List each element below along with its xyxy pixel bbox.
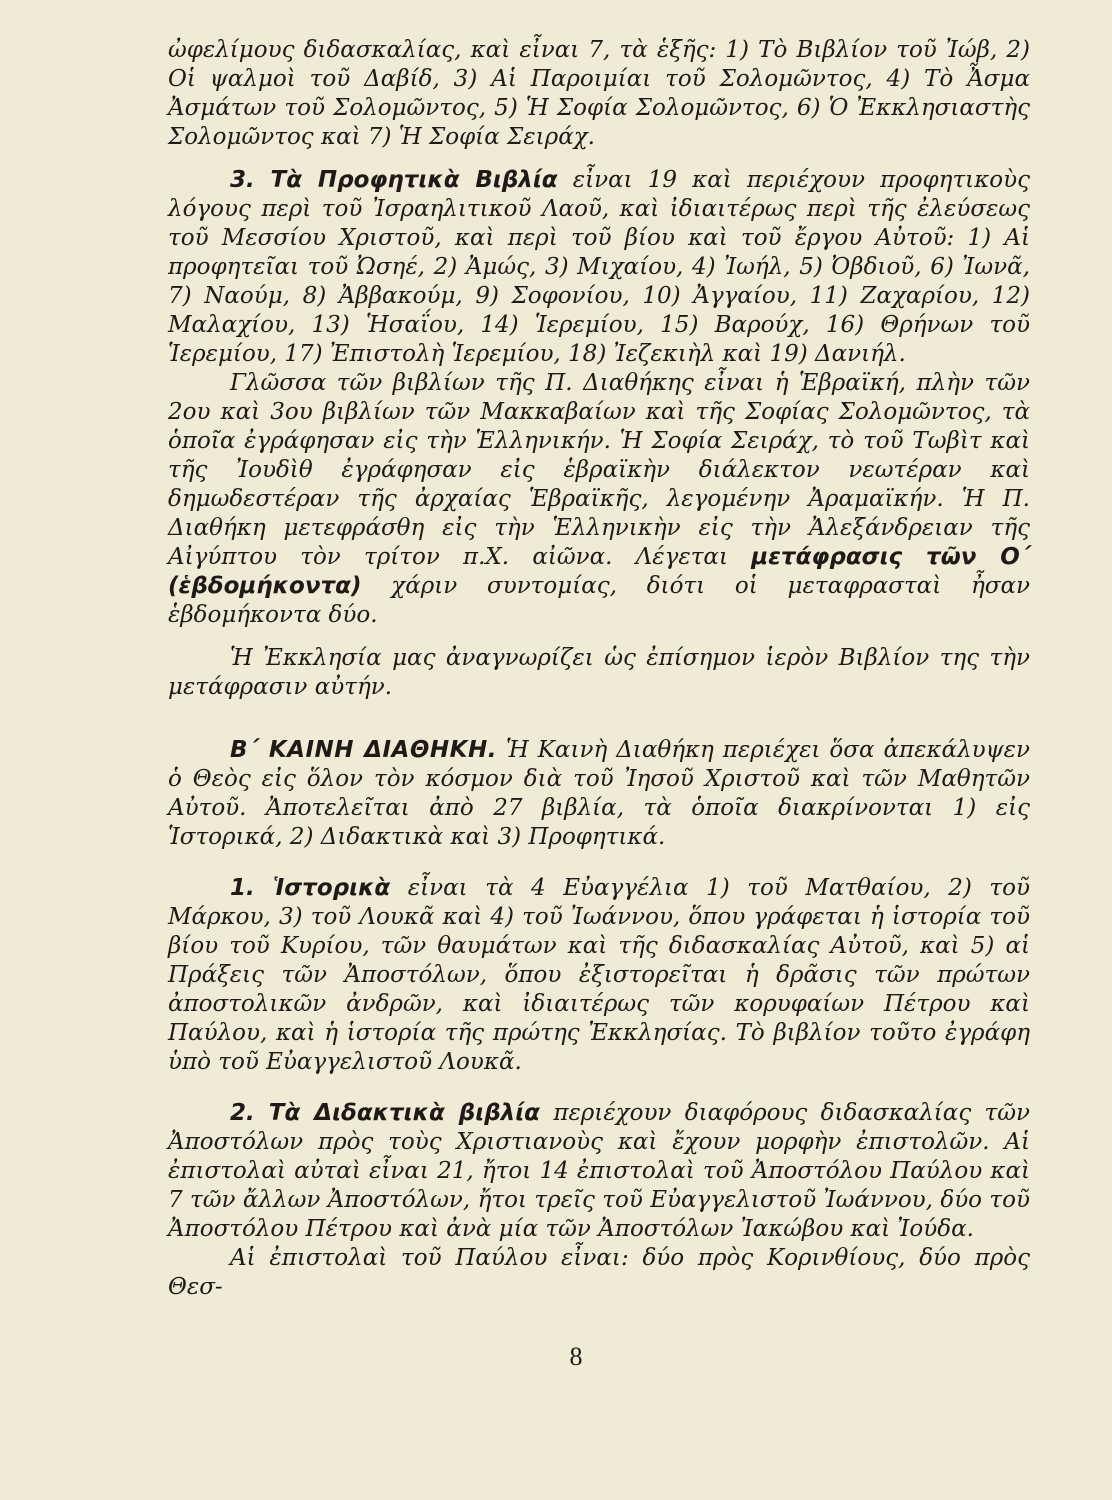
body-text (168, 36, 1030, 1302)
paragraph-pauline-epistles (168, 1244, 1030, 1302)
page-number: 8 (569, 1342, 583, 1371)
new-testament-heading: Β΄ ΚΑΙΝΗ ΔΙΑΘΗΚΗ. (230, 737, 497, 763)
paragraph-poetic-books (168, 36, 1030, 152)
didactic-books-text: περιέχουν διαφόρους διδασκαλίας τῶν Ἀποστόλων πρὸς τοὺς Χριστιανοὺς καὶ ἔχουν μορφὴν ἐπιστολῶν. Αἱ ἐπιστολαὶ αὐταὶ εἶναι 21, ἤτοι 14 ἐπιστολαὶ τοῦ Ἀποστόλου Παύλου καὶ 7 τῶν ἄλλων Ἀποστόλων, ἤτοι τρεῖς τοῦ Εὐαγγελιστοῦ Ἰωάννου, δύο τοῦ Ἀποστόλου Πέτρου καὶ ἀνὰ μία τῶν Ἀποστόλων Ἰακώβου καὶ Ἰούδα. (168, 1100, 1030, 1242)
didactic-books-heading: 2. Τὰ Διδακτικὰ βιβλία (230, 1100, 540, 1126)
paragraph-didactic-books (168, 1099, 1030, 1244)
paragraph-new-testament (168, 736, 1030, 852)
pauline-epistles-text: Αἱ ἐπιστολαὶ τοῦ Παύλου εἶναι: δύο πρὸς Κορινθίους, δύο πρὸς Θεσ- (168, 1245, 1030, 1300)
septuagint-phrase: μετάφρασις τῶν Ο΄ (ἑβδομήκοντα) (168, 544, 1030, 599)
prophetic-books-text: εἶναι 19 καὶ περιέχουν προφητικοὺς λόγους περὶ τοῦ Ἰσραηλιτικοῦ Λαοῦ, καὶ ἰδιαιτέρως περὶ τῆς ἐλεύσεως τοῦ Μεσσίου Χριστοῦ, καὶ περὶ τοῦ βίου καὶ τοῦ ἔργου Αὐτοῦ: 1) Αἱ προφητεῖαι τοῦ Ὠσηέ, 2) Ἀμώς, 3) Μιχαίου, 4) Ἰωήλ, 5) Ὀβδιοῦ, 6) Ἰωνᾶ, 7) Ναούμ, 8) Ἀββακούμ, 9) Σοφονίου, 10) Ἀγγαίου, 11) Ζαχαρίου, 12) Μαλαχίου, 13) Ἡσαΐου, 14) Ἱερεμίου, 15) Βαρούχ, 16) Θρήνων τοῦ Ἱερεμίου, 17) Ἐπιστολὴ Ἱερεμίου, 18) Ἰεζεκιὴλ καὶ 19) Δανιήλ. (168, 167, 1030, 367)
church-recognition-text: Ἡ Ἐκκλησία μας ἀναγνωρίζει ὡς ἐπίσημον ἱερὸν Βιβλίον της τὴν μετάφρασιν αὐτήν. (168, 645, 1030, 700)
paragraph-historical-books (168, 874, 1030, 1077)
paragraph-language (168, 369, 1030, 630)
new-testament-text: Ἡ Καινὴ Διαθήκη περιέχει ὅσα ἀπεκάλυψεν ὁ Θεὸς εἰς ὅλον τὸν κόσμον διὰ τοῦ Ἰησοῦ Χριστοῦ καὶ τῶν Μαθητῶν Αὐτοῦ. Ἀποτελεῖται ἀπὸ 27 βιβλία, τὰ ὁποῖα διακρίνονται 1) εἰς Ἱστορικά, 2) Διδακτικὰ καὶ 3) Προφητικά. (168, 737, 1030, 850)
language-text-after: χάριν συντομίας, διότι οἱ μεταφρασταὶ ἦσαν ἑβδομήκοντα δύο. (168, 573, 1030, 628)
historical-books-heading: 1. Ἱστορικὰ (230, 875, 391, 901)
poetic-books-text: ὠφελίμους διδασκαλίας, καὶ εἶναι 7, τὰ ἑξῆς: 1) Τὸ Βιβλίον τοῦ Ἰώβ, 2) Οἱ ψαλμοὶ τοῦ Δαβίδ, 3) Αἱ Παροιμίαι τοῦ Σολομῶντος, 4) Τὸ Ἆσμα Ἀσμάτων τοῦ Σολομῶντος, 5) Ἡ Σοφία Σολομῶντος, 6) Ὁ Ἐκκλησιαστὴς Σολομῶντος καὶ 7) Ἡ Σοφία Σειράχ. (168, 37, 1030, 150)
prophetic-books-heading: 3. Τὰ Προφητικὰ Βιβλία (230, 167, 558, 193)
paragraph-prophetic-books (168, 166, 1030, 369)
paragraph-church-recognition (168, 644, 1030, 702)
historical-books-text: εἶναι τὰ 4 Εὐαγγέλια 1) τοῦ Ματθαίου, 2) τοῦ Μάρκου, 3) τοῦ Λουκᾶ καὶ 4) τοῦ Ἰωάννου, ὅπου γράφεται ἡ ἱστορία τοῦ βίου τοῦ Κυρίου, τῶν θαυμάτων καὶ τῆς διδασκαλίας Αὐτοῦ, καὶ 5) αἱ Πράξεις τῶν Ἀποστόλων, ὅπου ἐξιστορεῖται ἡ δρᾶσις τῶν πρώτων ἀποστολικῶν ἀνδρῶν, καὶ ἰδιαιτέρως τῶν κορυφαίων Πέτρου καὶ Παύλου, καὶ ἡ ἱστορία τῆς πρώτης Ἐκκλησίας. Τὸ βιβλίον τοῦτο ἐγράφη ὑπὸ τοῦ Εὐαγγελιστοῦ Λουκᾶ. (168, 875, 1030, 1075)
language-text-before: Γλῶσσα τῶν βιβλίων τῆς Π. Διαθήκης εἶναι ἡ Ἑβραϊκή, πλὴν τῶν 2ου καὶ 3ου βιβλίων τῶν Μακκαβαίων καὶ τῆς Σοφίας Σολομῶντος, τὰ ὁποῖα ἐγράφησαν εἰς τὴν Ἑλληνικήν. Ἡ Σοφία Σειράχ, τὸ τοῦ Τωβὶτ καὶ τῆς Ἰουδὶθ ἐγράφησαν εἰς ἑβραϊκὴν διάλεκτον νεωτέραν καὶ δημωδεστέραν τῆς ἀρχαίας Ἑβραϊκῆς, λεγομένην Ἀραμαϊκήν. Ἡ Π. Διαθήκη μετεφράσθη εἰς τὴν Ἑλληνικὴν εἰς τὴν Ἀλεξάνδρειαν τῆς Αἰγύπτου τὸν τρίτον π.Χ. αἰῶνα. Λέγεται (168, 370, 1030, 570)
